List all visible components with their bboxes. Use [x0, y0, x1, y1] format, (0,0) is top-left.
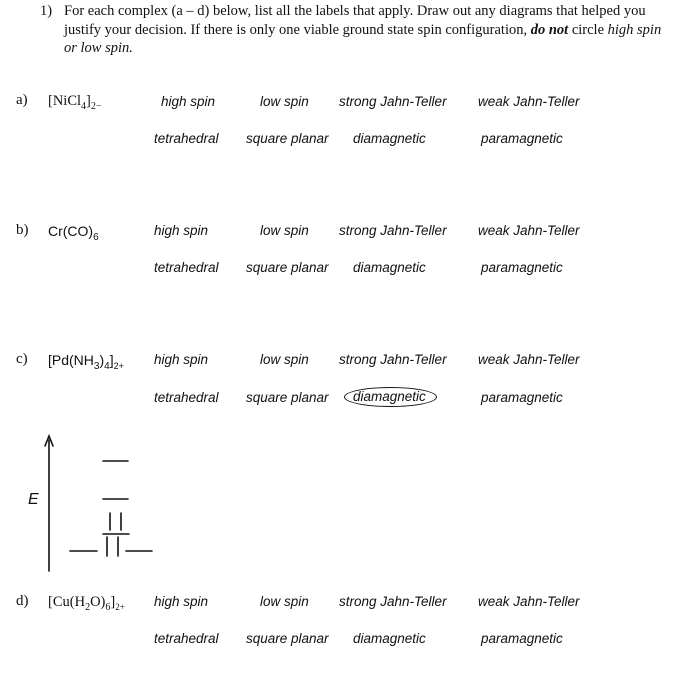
item-letter: b)	[16, 222, 29, 238]
item-letter: d)	[16, 593, 29, 609]
option-square-planar[interactable]: square planar	[246, 631, 329, 646]
option-paramagnetic[interactable]: paramagnetic	[481, 131, 563, 146]
option-paramagnetic[interactable]: paramagnetic	[481, 390, 563, 405]
question-text: For each complex (a – d) below, list all the labels that apply. Draw out any diagrams that helped you justify your decision. If there is only one viable ground state spin configuration, do not circle high spin or low spin.	[64, 3, 662, 56]
option-square-planar[interactable]: square planar	[246, 260, 329, 275]
complex-formula: $[Cu(H_2O)_6]_{2+}$	[48, 594, 125, 613]
option-paramagnetic[interactable]: paramagnetic	[481, 260, 563, 275]
option-high-spin[interactable]: high spin	[154, 352, 209, 367]
item-letter: c)	[16, 351, 28, 367]
option-strong-jahn-teller[interactable]: strong Jahn-Teller	[339, 223, 447, 238]
option-square-planar[interactable]: square planar	[246, 390, 329, 405]
option-strong-jahn-teller[interactable]: strong Jahn-Teller	[339, 94, 447, 109]
option-high-spin[interactable]: high spin	[154, 594, 209, 609]
complex-formula: $[Pd(NH_3)_4]_{2+}$	[48, 352, 124, 372]
option-tetrahedral[interactable]: tetrahedral	[154, 260, 219, 275]
option-diamagnetic[interactable]: diamagnetic	[353, 260, 426, 275]
option-low-spin[interactable]: low spin	[260, 94, 309, 109]
option-low-spin[interactable]: low spin	[260, 594, 309, 609]
energy-axis-label: E	[28, 491, 39, 508]
item-letter: a)	[16, 92, 28, 108]
option-tetrahedral[interactable]: tetrahedral	[154, 390, 219, 405]
option-tetrahedral[interactable]: tetrahedral	[154, 131, 219, 146]
option-weak-jahn-teller[interactable]: weak Jahn-Teller	[478, 223, 580, 238]
option-low-spin[interactable]: low spin	[260, 223, 309, 238]
option-weak-jahn-teller[interactable]: weak Jahn-Teller	[478, 594, 580, 609]
option-low-spin[interactable]: low spin	[260, 352, 309, 367]
option-weak-jahn-teller[interactable]: weak Jahn-Teller	[478, 94, 580, 109]
option-paramagnetic[interactable]: paramagnetic	[481, 631, 563, 646]
option-tetrahedral[interactable]: tetrahedral	[154, 631, 219, 646]
option-diamagnetic[interactable]: diamagnetic	[353, 631, 426, 646]
option-high-spin[interactable]: high spin	[161, 94, 216, 109]
option-square-planar[interactable]: square planar	[246, 131, 329, 146]
question-number: 1)	[40, 3, 53, 19]
complex-formula: $[NiCl_4]_{2-}$	[48, 93, 102, 112]
option-weak-jahn-teller[interactable]: weak Jahn-Teller	[478, 352, 580, 367]
option-diamagnetic[interactable]: diamagnetic	[353, 131, 426, 146]
option-strong-jahn-teller[interactable]: strong Jahn-Teller	[339, 352, 447, 367]
option-diamagnetic-circled[interactable]: diamagnetic	[344, 387, 437, 407]
option-strong-jahn-teller[interactable]: strong Jahn-Teller	[339, 594, 447, 609]
complex-formula: $Cr(CO)_6$	[48, 223, 99, 243]
option-high-spin[interactable]: high spin	[154, 223, 209, 238]
emphasis-do-not: do not	[530, 21, 569, 38]
